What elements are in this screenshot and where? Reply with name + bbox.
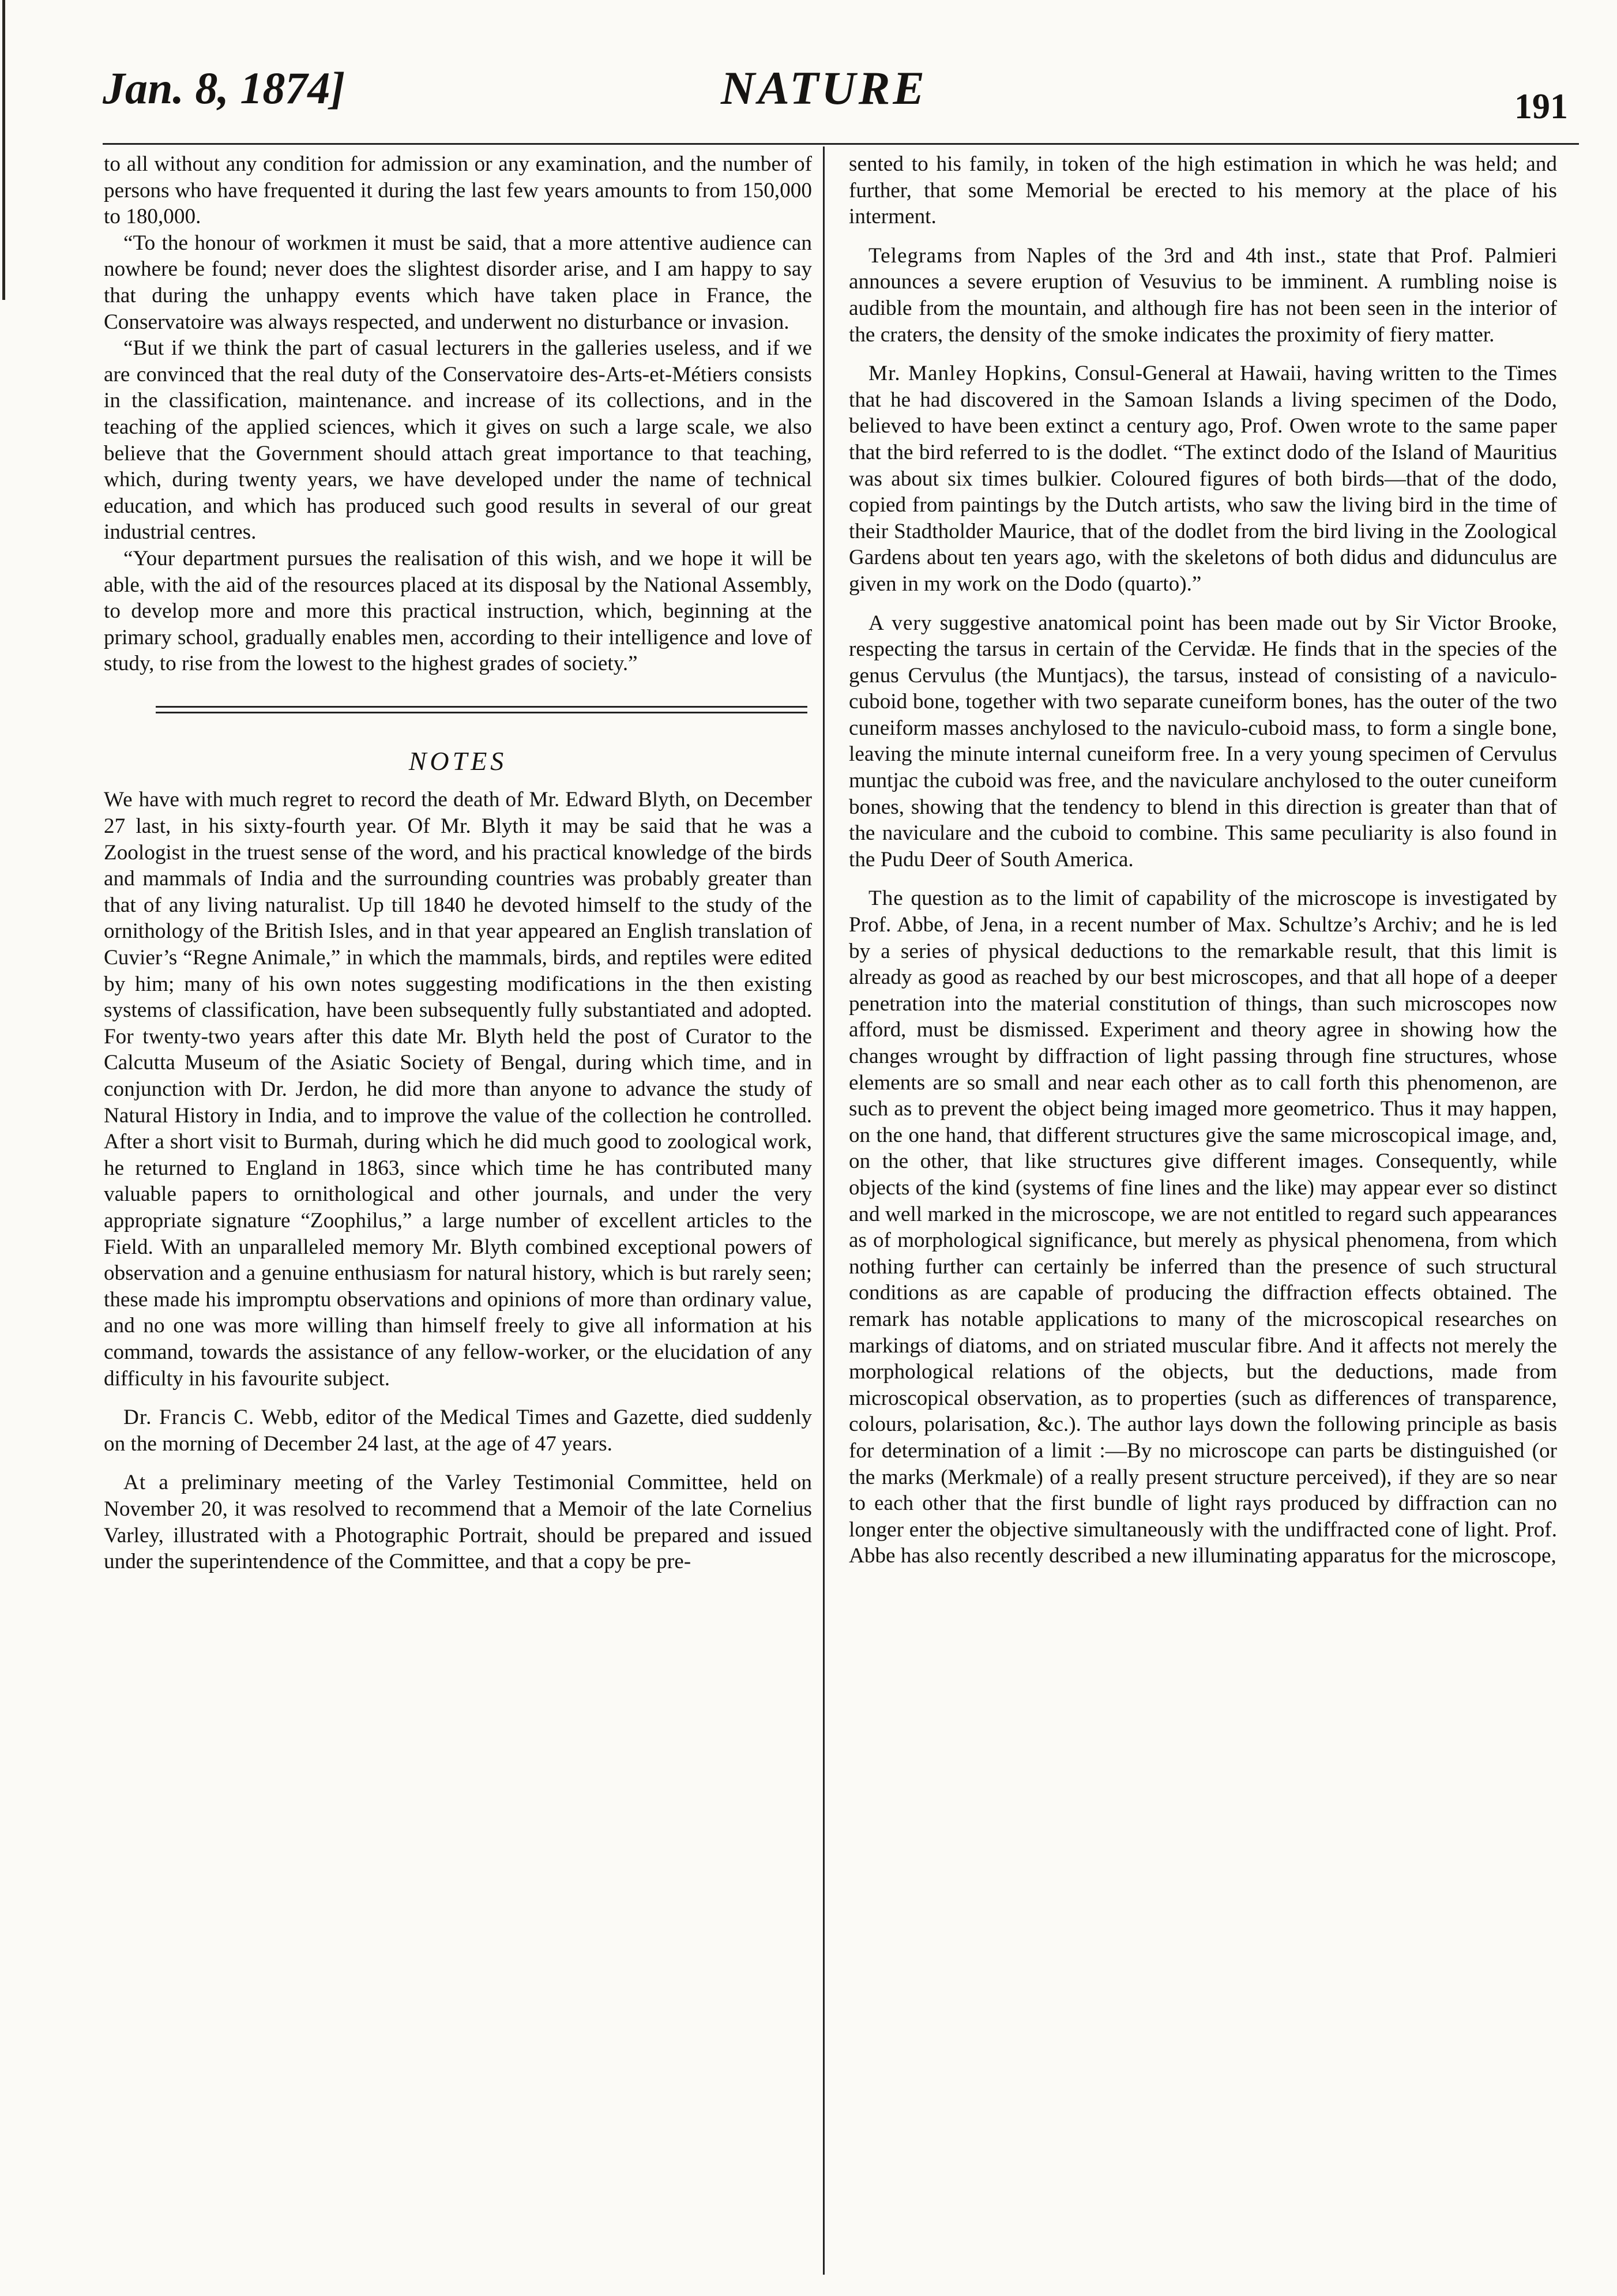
note-microscope-limit [849, 885, 1557, 1569]
note-text: a preliminary meeting of the Varley Testimonial Committee, held on November 20, it was resolved to recommend that a Memoir of the late Cornelius Varley, illustrated with a Photographic Portrait, should be prepared and issued under the superintendence of the Committee, and that a copy be pre- [104, 1471, 812, 1574]
note-lead: A very [868, 611, 932, 635]
note-lead: Telegrams [868, 243, 963, 268]
note-text: suggestive anatomical point has been made out by Sir Victor Brooke, respecting the tarsus in certain of the Cervidæ. He finds that in the species of the genus Cervulus (the Muntjacs), the tarsus, instead of consisting of a naviculo-cuboid bone, together with two separate cuneiform bones, has the outer of the two cuneiform masses anchylosed to the naviculo-cuboid mass, to form a single bone, leaving the minute internal cuneiform free. In a very young specimen of Cervulus muntjac the cuboid was free, and the naviculare anchylosed to the outer cuneiform bones, showing that the tendency to blend in this direction is greater than that of the naviculare and the cuboid to combine. This same peculiarity is also found in the Pudu Deer of South America. [849, 611, 1557, 871]
column-divider [823, 146, 825, 2275]
note-lead: Dr. Francis C. Webb, [123, 1406, 319, 1430]
note-text: sented to his family, in token of the high estimation in which he was held; and further, that some Memorial be erected to his memory at the place of his interment. [849, 152, 1557, 229]
note-cervidae-tarsus [849, 610, 1557, 873]
note-blyth-obituary [104, 787, 812, 1392]
letter-paragraph: “Your department pursues the realisation of this wish, and we hope it will be able, with the aid of the resources placed at its disposal by the National Assembly, to develop more and more this practical instruction, which, beginning at the primary school, gradually enables men, according to their intelligence and love of study, to rise from the lowest to the highest grades of society.” [104, 546, 812, 676]
note-text: from Naples of the 3rd and 4th inst., state that Prof. Palmieri announces a severe eruption of Vesuvius to be imminent. A rumbling noise is audible from the mountain, and although fire has not been seen in the interior of the craters, the density of the smoke indicates the proximity of fiery matter. [849, 243, 1557, 347]
notes-heading: NOTES [408, 746, 507, 776]
note-vesuvius-eruption [849, 243, 1557, 348]
letter-paragraph: “To the honour of workmen it must be said, that a more attentive audience can nowhere be found; never does the slightest disorder arise, and I am happy to say that during the unhappy events which have taken place in France, the Conservatoire was always respected, and underwent no disturbance or invasion. [104, 231, 812, 334]
note-text: Consul-General at Hawaii, having written to the Times that he had discovered in the Samoan Islands a living specimen of the Dodo, believed to have been extinct a century ago, Prof. Owen wrote to the same paper that the bird referred to is the dodlet. “The extinct dodo of the Island of Mauritius was about six times bulkier. Coloured figures of both birds—that of the dodo, copied from paintings by the Dutch artists, who saw the living bird in the time of their Stadtholder Maurice, that of the dodlet from the bird living in the Zoological Gardens about ten years ago, with the skeletons of both didus and didunculus are given in my work on the Dodo (quarto).” [849, 362, 1557, 596]
journal-title: NATURE [721, 62, 928, 114]
note-webb-obituary [104, 1404, 812, 1457]
note-lead: Mr. Manley Hopkins, [868, 362, 1068, 386]
letter-paragraph: to all without any condition for admission or any examination, and the number of persons who have frequented it during the last few years amounts to from 150,000 to 180,000. [104, 152, 812, 229]
note-dodo-samoa [849, 360, 1557, 597]
header-date: Jan. 8, 1874] [103, 63, 345, 113]
header-rule [103, 143, 1579, 145]
left-column [104, 151, 812, 1575]
note-text: editor of the Medical Times and Gazette, died suddenly on the morning of December 24 last, at the age of 47 years. [104, 1406, 813, 1456]
note-lead: At [123, 1471, 146, 1495]
note-varley-continued [849, 151, 1557, 230]
note-text: question as to the limit of capability of the microscope is investigated by Prof. Abbe, of Jena, in a recent number of Max. Schultze’s Archiv; and he is led by a series of physical deductions to the remarkable result, that this limit is already as good as reached by our best microscopes, and that all hope of a deeper penetration into the material constitution of things, than such microscopes now afford, must be dismissed. Experiment and theory agree in showing how the changes wrought by diffraction of light passing through fine structures, whose elements are so small and near each other as to call forth this phenomenon, are such as to prevent the object being imaged more geometrico. Thus it may happen, on the one hand, that different structures give the same microscopical image, and, on the other, that like structures give different images. Consequently, while objects of the kind (systems of fine lines and the like) may appear ever so distinct and well marked in the microscope, we are not entitled to regard such appearances as of morphological significance, but merely as physical phenomena, from which nothing further can certainly be inferred than the presence of such structural conditions as are capable of producing the diffraction effects obtained. The remark has notable applications to many of the microscopical researches on markings of diatoms, and on striated muscular fibre. And it affects not merely the morphological relations of the objects, but the deductions, made from microscopical observation, as to properties (such as differences of transparence, colours, polarisation, &c.). The author lays down the following principle as basis for determination of a limit :—By no microscope can parts be distinguished (or the marks (Merkmale) of a really present structure perceived), if they are so near to each other that the first bundle of light rays produced by diffraction can no longer enter the objective simultaneously with the undiffracted cone of light. Prof. Abbe has also recently described a new illuminating apparatus for the microscope, [849, 886, 1557, 1568]
page-number: 191 [1514, 87, 1568, 126]
note-lead: We [104, 788, 133, 812]
note-text: have with much regret to record the death of Mr. Edward Blyth, on December 27 last, in his sixty-fourth year. Of Mr. Blyth it may be said that he was a Zoologist in the truest sense of the word, and his practical knowledge of the birds and mammals of India and the surrounding countries was probably greater than that of any living naturalist. Up till 1840 he devoted himself to the study of the ornithology of the British Isles, and in that year appeared an English translation of Cuvier’s “Regne Animale,” in which the mammals, birds, and reptiles were edited by him; many of his own notes suggesting modifications in the then existing systems of classification, have been subsequently fully substantiated and adopted. For twenty-two years after this date Mr. Blyth held the post of Curator to the Calcutta Museum of the Asiatic Society of Bengal, during which time, and in conjunction with Dr. Jerdon, he did more than anyone to advance the study of Natural History in India, and to improve the value of the collection he controlled. After a short visit to Burmah, during which he did much good to zoological work, he returned to England in 1863, since which time he has contributed many valuable papers to ornithological and other journals, and under the very appropriate signature “Zoophilus,” a large number of excellent articles to the Field. With an unparalleled memory Mr. Blyth combined exceptional powers of observation and a genuine enthusiasm for natural history, which is but rarely seen; these made his impromptu observations and opinions of more than ordinary value, and no one was more willing than himself freely to give all information at his command, towards the assistance of any fellow-worker, or the elucidation of any difficulty in his favourite subject. [104, 788, 812, 1391]
page-edge-shadow [2, 0, 5, 300]
note-lead: The [868, 886, 904, 911]
section-double-rule [156, 706, 807, 713]
note-varley-testimonial [104, 1470, 812, 1574]
conservatoire-letter [104, 151, 812, 677]
right-column [849, 151, 1557, 1569]
letter-paragraph: “But if we think the part of casual lecturers in the galleries useless, and if we are convinced that the real duty of the Conservatoire des-Arts-et-Métiers consists in the classification, maintenance. and increase of its collections, and in the teaching of the applied sciences, which it gives on such a large scale, we also believe that the Government should attach great importance to that teaching, which, during twenty years, we have developed under the name of technical education, and which has produced such good results in several of our great industrial centres. [104, 336, 812, 544]
